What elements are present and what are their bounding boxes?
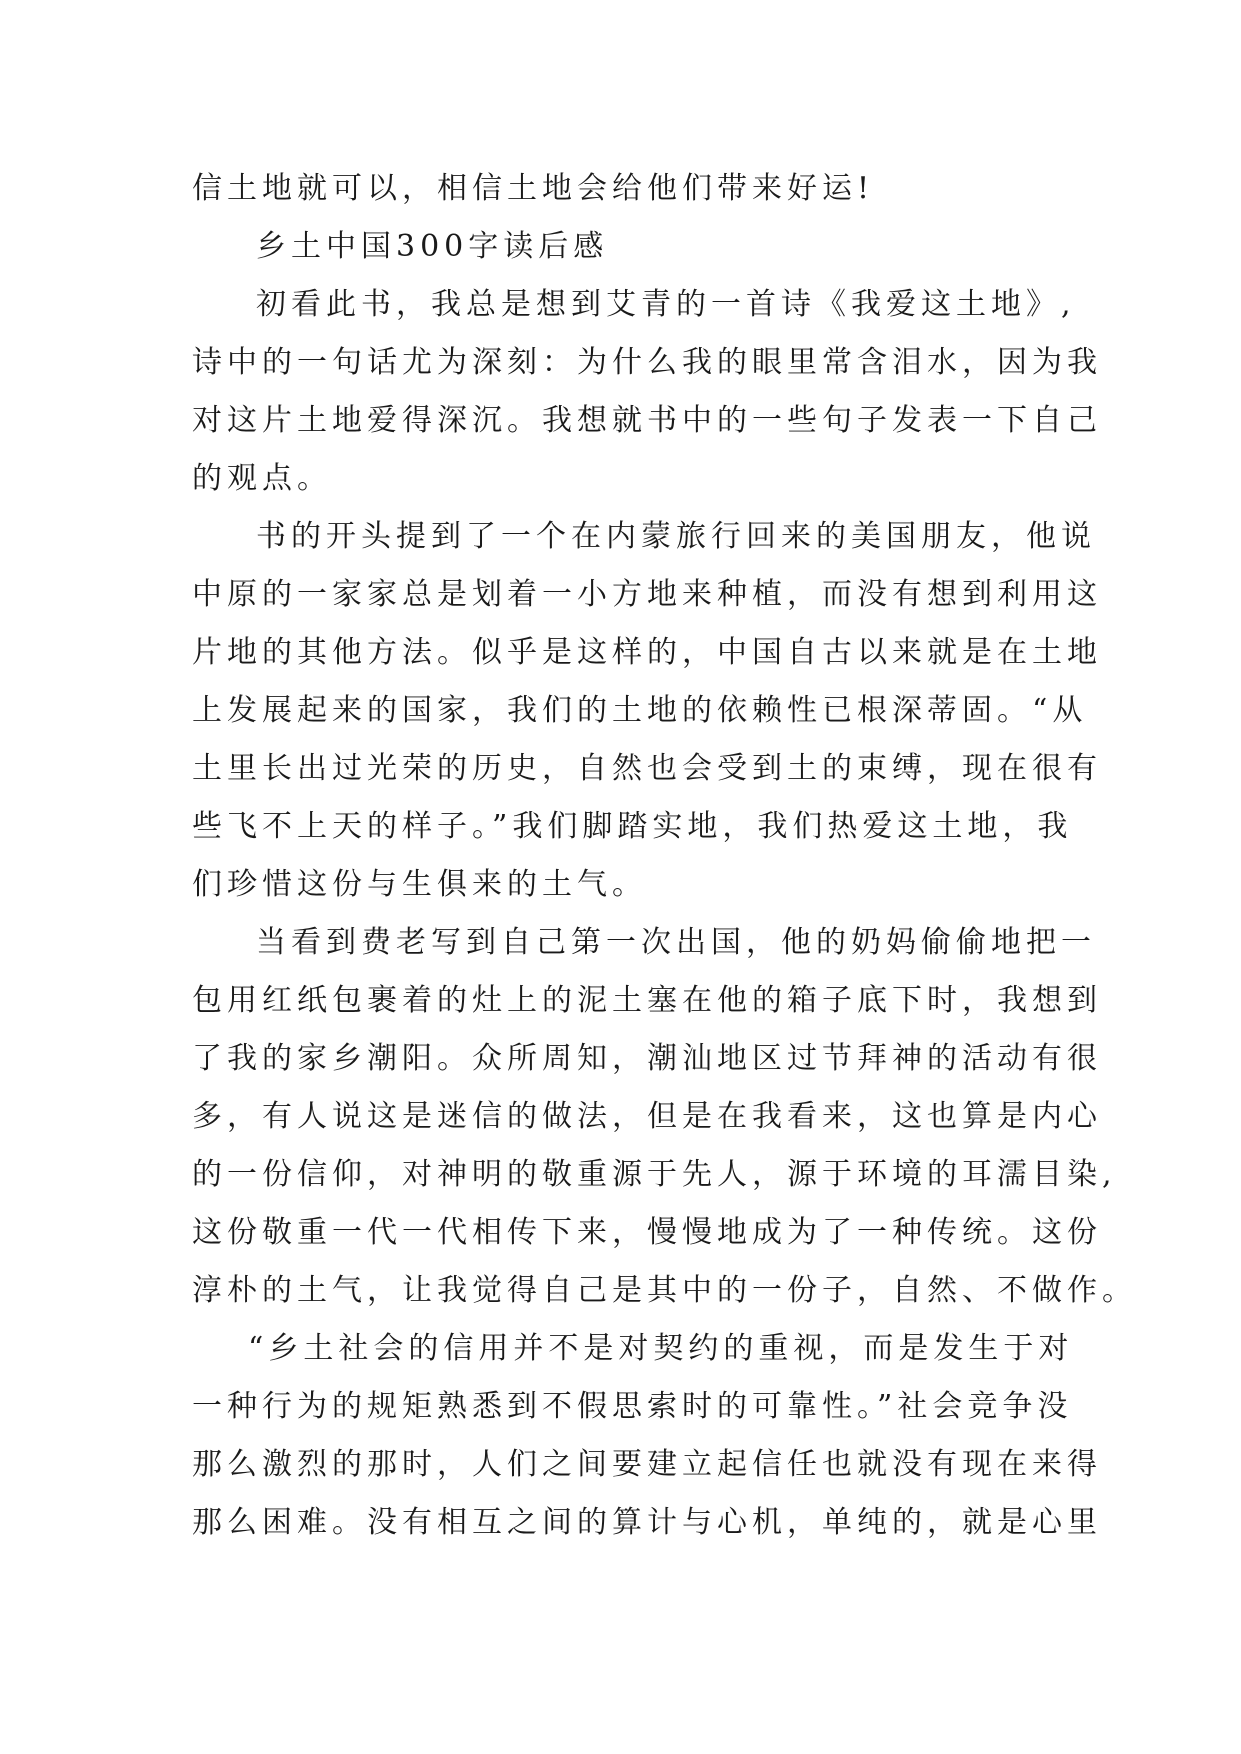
paragraph-3-line-7: 淳朴的土气，让我觉得自己是其中的一份子，自然、不做作。 <box>192 1273 1137 1308</box>
document-body <box>192 160 1137 1552</box>
paragraph-2-line-3: 片地的其他方法。似乎是这样的，中国自古以来就是在土地 <box>192 635 1102 670</box>
paragraph-1-line-1: 初看此书，我总是想到艾青的一首诗《我爱这土地》, <box>256 287 1076 322</box>
paragraph-4-line-2: 一种行为的规矩熟悉到不假思索时的可靠性。”社会竞争没 <box>192 1389 1073 1424</box>
paragraph-3-line-6: 这份敬重一代一代相传下来，慢慢地成为了一种传统。这份 <box>192 1215 1102 1250</box>
paragraph-1-line-4: 的观点。 <box>192 461 332 496</box>
text-line: 信土地就可以，相信土地会给他们带来好运! <box>192 171 875 206</box>
essay-title: 乡土中国300字读后感 <box>256 229 609 264</box>
paragraph-4-line-3: 那么激烈的那时，人们之间要建立起信任也就没有现在来得 <box>192 1447 1102 1482</box>
paragraph-3-line-5: 的一份信仰，对神明的敬重源于先人，源于环境的耳濡目染, <box>192 1157 1117 1192</box>
paragraph-4-line-1: “乡土社会的信用并不是对契约的重视，而是发生于对 <box>248 1331 1074 1366</box>
paragraph-1-line-2: 诗中的一句话尤为深刻：为什么我的眼里常含泪水，因为我 <box>192 345 1102 380</box>
paragraph-2-line-6: 些飞不上天的样子。”我们脚踏实地，我们热爱这土地，我 <box>192 809 1073 844</box>
paragraph-3-line-2: 包用红纸包裹着的灶上的泥土塞在他的箱子底下时，我想到 <box>192 983 1102 1018</box>
paragraph-2-line-4: 上发展起来的国家，我们的土地的依赖性已根深蒂固。“从 <box>192 693 1088 728</box>
paragraph-1-line-3: 对这片土地爱得深沉。我想就书中的一些句子发表一下自己 <box>192 403 1102 438</box>
paragraph-3-line-4: 多，有人说这是迷信的做法，但是在我看来，这也算是内心 <box>192 1099 1102 1134</box>
paragraph-2-line-5: 土里长出过光荣的历史，自然也会受到土的束缚，现在很有 <box>192 751 1102 786</box>
paragraph-2-line-1: 书的开头提到了一个在内蒙旅行回来的美国朋友，他说 <box>256 519 1096 554</box>
paragraph-4-line-4: 那么困难。没有相互之间的算计与心机，单纯的，就是心里 <box>192 1505 1102 1540</box>
paragraph-2-line-7: 们珍惜这份与生俱来的土气。 <box>192 867 647 902</box>
paragraph-3-line-3: 了我的家乡潮阳。众所周知，潮汕地区过节拜神的活动有很 <box>192 1041 1102 1076</box>
paragraph-2-line-2: 中原的一家家总是划着一小方地来种植，而没有想到利用这 <box>192 577 1102 612</box>
paragraph-3-line-1: 当看到费老写到自己第一次出国，他的奶妈偷偷地把一 <box>256 925 1096 960</box>
